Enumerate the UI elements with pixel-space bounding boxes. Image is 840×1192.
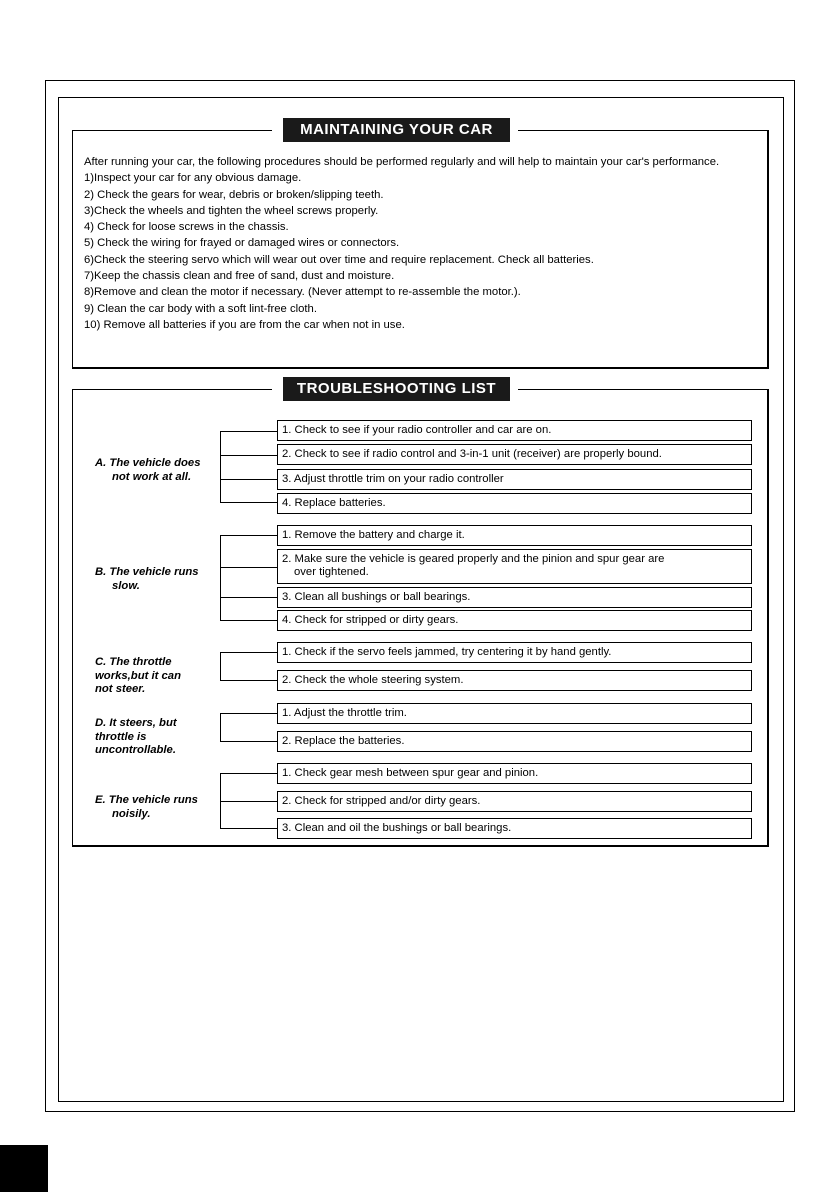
solution-box: 1. Adjust the throttle trim. (277, 703, 752, 724)
solution-box: 1. Check gear mesh between spur gear and pinion. (277, 763, 752, 784)
maintenance-step: 8)Remove and clean the motor if necessary. (Never attempt to re-assemble the motor.). (84, 286, 521, 299)
problem-label-d: D. It steers, but throttle is uncontrollable. (95, 717, 177, 756)
solution-box: 2. Check the whole steering system. (277, 670, 752, 691)
bracket-tick (220, 567, 277, 568)
maintenance-step: 2) Check the gears for wear, debris or broken/slipping teeth. (84, 188, 384, 201)
problem-bracket-c (220, 652, 277, 681)
solution-box: 1. Check to see if your radio controller and car are on. (277, 420, 752, 441)
solution-box: 2. Make sure the vehicle is geared properly and the pinion and spur gear are over tightened. (277, 549, 752, 584)
solution-box: 1. Remove the battery and charge it. (277, 525, 752, 546)
problem-label-e: E. The vehicle runs noisily. (95, 794, 198, 820)
solution-box: 1. Check if the servo feels jammed, try centering it by hand gently. (277, 642, 752, 663)
solution-box: 4. Check for stripped or dirty gears. (277, 610, 752, 631)
maintenance-step: 5) Check the wiring for frayed or damaged wires or connectors. (84, 237, 400, 250)
bracket-tick (220, 479, 277, 480)
solution-box: 3. Adjust throttle trim on your radio controller (277, 469, 752, 490)
solution-box: 4. Replace batteries. (277, 493, 752, 514)
maintenance-step: 6)Check the steering servo which will wear out over time and require replacement. Check all batteries. (84, 253, 594, 266)
maintenance-step: 1)Inspect your car for any obvious damage. (84, 172, 302, 185)
solution-box: 3. Clean and oil the bushings or ball bearings. (277, 818, 752, 839)
problem-bracket-d (220, 713, 277, 742)
bracket-tick (220, 597, 277, 598)
problem-label-c: C. The throttle works,but it can not steer. (95, 656, 181, 695)
problem-bracket-b (220, 535, 277, 621)
maintenance-step: 10) Remove all batteries if you are from the car when not in use. (84, 318, 405, 331)
maintenance-step: 7)Keep the chassis clean and free of sand, dust and moisture. (84, 270, 395, 283)
problem-label-a: A. The vehicle does not work at all. (95, 457, 201, 483)
solution-box: 2. Replace the batteries. (277, 731, 752, 752)
solution-box: 3. Clean all bushings or ball bearings. (277, 587, 752, 608)
maintenance-text (84, 154, 756, 333)
bracket-tick (220, 455, 277, 456)
problem-bracket-a (220, 431, 277, 503)
page-corner-mark (0, 1145, 48, 1192)
maintenance-step: 3)Check the wheels and tighten the wheel screws properly. (84, 204, 379, 217)
maintenance-intro: After running your car, the following procedures should be performed regularly and will help to maintain your car's performance. (84, 156, 720, 168)
maintenance-title: MAINTAINING YOUR CAR (283, 118, 510, 142)
problem-label-b: B. The vehicle runs slow. (95, 566, 199, 592)
maintenance-step: 9) Clean the car body with a soft lint-free cloth. (84, 302, 317, 315)
solution-box: 2. Check to see if radio control and 3-in-1 unit (receiver) are properly bound. (277, 444, 752, 465)
solution-box: 2. Check for stripped and/or dirty gears. (277, 791, 752, 812)
maintenance-step: 4) Check for loose screws in the chassis. (84, 221, 289, 234)
troubleshooting-title: TROUBLESHOOTING LIST (283, 377, 510, 401)
bracket-tick (220, 801, 277, 802)
